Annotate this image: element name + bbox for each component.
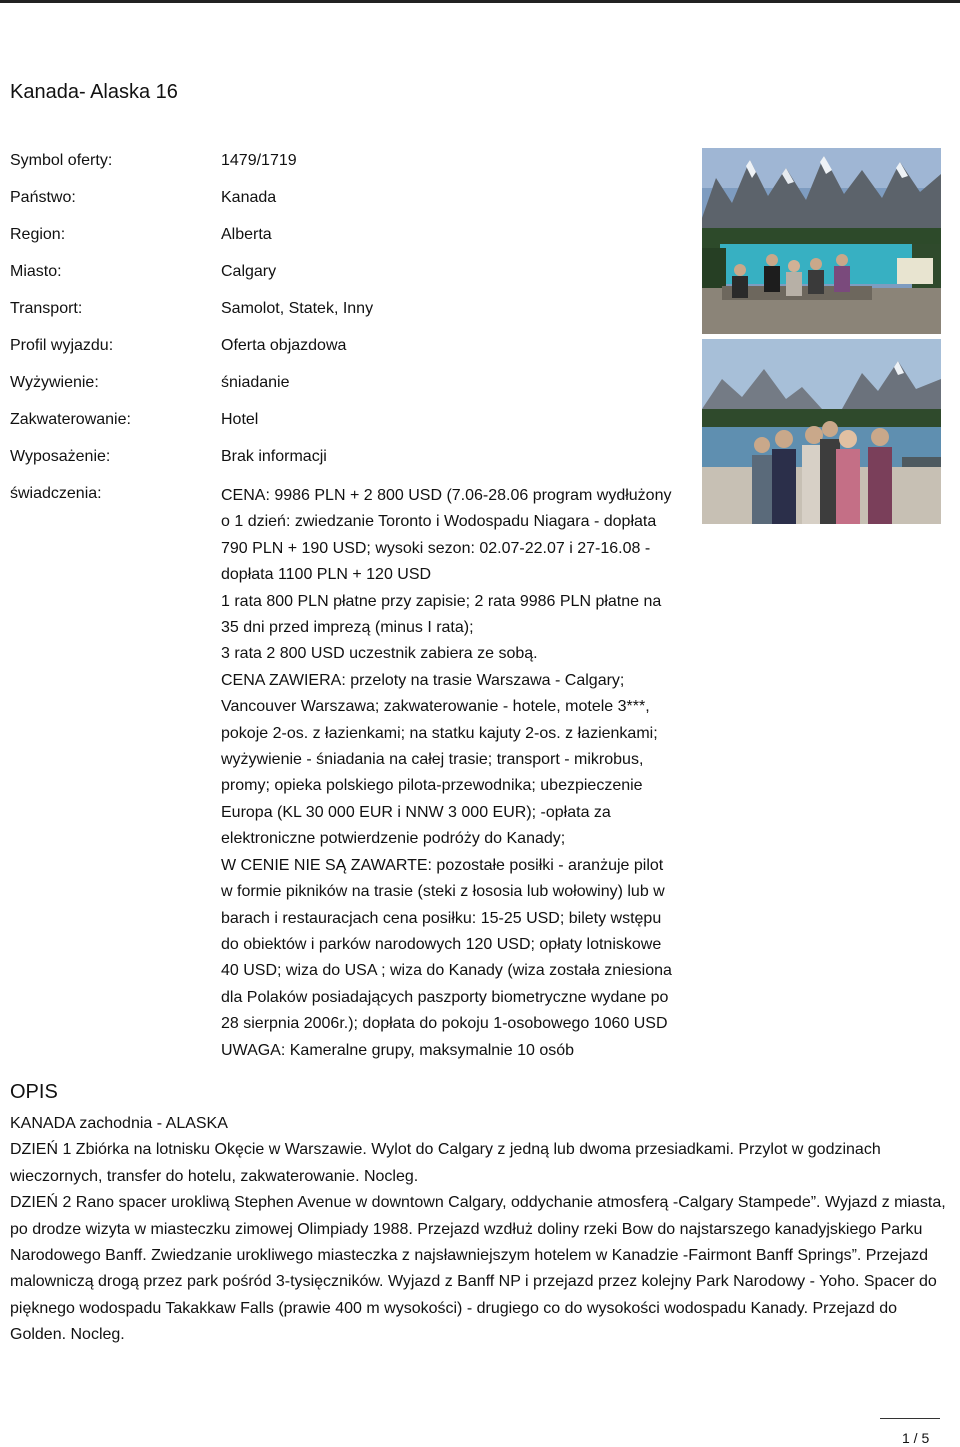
field-label-equipment: Wyposażenie: xyxy=(10,448,111,465)
services-line: do obiektów i parków narodowych 120 USD; opłaty lotniskowe xyxy=(221,935,662,953)
services-line: CENA ZAWIERA: przeloty na trasie Warszawa - Calgary; xyxy=(221,671,625,689)
services-line: pokoje 2-os. z łazienkami; na statku kajuty 2-os. z łazienkami; xyxy=(221,724,658,742)
services-line: W CENIE NIE SĄ ZAWARTE: pozostałe posiłki - aranżuje pilot xyxy=(221,856,664,874)
services-line: 3 rata 2 800 USD uczestnik zabiera ze sobą. xyxy=(221,645,538,663)
field-label-transport: Transport: xyxy=(10,300,83,317)
field-value-equipment: Brak informacji xyxy=(221,448,327,465)
page-title: Kanada- Alaska 16 xyxy=(10,81,178,103)
services-line: Europa (KL 30 000 EUR i NNW 3 000 EUR); -opłata za xyxy=(221,803,611,821)
services-line: 35 dni przed imprezą (minus I rata); xyxy=(221,619,474,637)
services-line: CENA: 9986 PLN + 2 800 USD (7.06-28.06 program wydłużony xyxy=(221,487,672,504)
photo-maligne-lake xyxy=(702,339,941,524)
description-paragraph: KANADA zachodnia - ALASKA xyxy=(10,1115,228,1132)
description-text xyxy=(10,1111,955,1349)
services-line: 28 sierpnia 2006r.); dopłata do pokoju 1-osobowego 1060 USD xyxy=(221,1015,668,1033)
services-line: barach i restauracjach cena posiłku: 15-25 USD; bilety wstępu xyxy=(221,909,662,927)
field-value-transport: Samolot, Statek, Inny xyxy=(221,300,374,317)
field-value-city: Calgary xyxy=(221,263,277,280)
services-line: 1 rata 800 PLN płatne przy zapisie; 2 rata 9986 PLN płatne na xyxy=(221,592,662,610)
field-label-region: Region: xyxy=(10,226,66,243)
footer-rule xyxy=(880,1418,940,1419)
field-value-region: Alberta xyxy=(221,226,272,243)
description-paragraph: DZIEŃ 1 Zbiórka na lotnisku Okęcie w Warszawie. Wylot do Calgary z jedną lub dwoma przesiadkami. Przylot w godzinach wieczornych, transfer do hotelu, zakwaterowanie. Nocleg. xyxy=(10,1141,881,1185)
services-line: w formie pikników na trasie (steki z łososia lub wołowiny) lub w xyxy=(221,883,665,901)
services-line: 790 PLN + 190 USD; wysoki sezon: 02.07-22.07 i 27-16.08 - xyxy=(221,539,651,557)
services-line: dla Polaków posiadających paszporty biometryczne wydane po xyxy=(221,988,669,1006)
field-label-accommodation: Zakwaterowanie: xyxy=(10,411,131,428)
field-label-profile: Profil wyjazdu: xyxy=(10,337,114,354)
services-line: promy; opieka polskiego pilota-przewodnika; ubezpieczenie xyxy=(221,777,643,795)
services-text xyxy=(221,483,701,1064)
services-line: dopłata 1100 PLN + 120 USD xyxy=(221,566,432,584)
field-label-board: Wyżywienie: xyxy=(10,374,99,391)
services-line: Vancouver Warszawa; zakwaterowanie - hotele, motele 3***, xyxy=(221,698,650,716)
field-label-country: Państwo: xyxy=(10,189,76,206)
field-value-country: Kanada xyxy=(221,189,277,206)
description-paragraph: DZIEŃ 2 Rano spacer urokliwą Stephen Avenue w downtown Calgary, oddychanie atmosferą -Calgary Stampede”. Wyjazd z miasta, po drodze wizyta w miasteczku zimowej Olimpiady 1988. Przejazd wzdłuż doliny rzeki Bow do najstarszego kanadyjskiego Parku Narodowego Banff. Zwiedzanie urokliwego miasteczka z najsławniejszym hotelem w Kanadzie -Fairmont Banff Springs”. Przejazd malowniczą drogą przez park pośród 3-tysięczników. Wyjazd z Banff NP i przejazd przez kolejny Park Narodowy - Yoho. Spacer do pięknego wodospadu Takakkaw Falls (prawie 400 m wysokości) - drugiego co do wysokości wodospadu Kanady. Przejazd do Golden. Nocleg. xyxy=(10,1194,946,1344)
services-line: UWAGA: Kameralne grupy, maksymalnie 10 osób xyxy=(221,1041,575,1059)
field-label-symbol: Symbol oferty: xyxy=(10,152,113,169)
services-line: 40 USD; wiza do USA ; wiza do Kanady (wiza została zniesiona xyxy=(221,962,672,980)
field-label-services: świadczenia: xyxy=(10,485,102,502)
services-line: wyżywienie - śniadania na całej trasie; transport - mikrobus, xyxy=(221,751,644,769)
top-rule xyxy=(0,0,960,3)
field-value-symbol: 1479/1719 xyxy=(221,152,297,169)
field-value-board: śniadanie xyxy=(221,374,290,391)
photo-moraine-lake xyxy=(702,148,941,334)
field-value-accommodation: Hotel xyxy=(221,411,259,428)
section-heading-opis: OPIS xyxy=(10,1081,58,1103)
services-line: o 1 dzień: zwiedzanie Toronto i Wodospadu Niagara - dopłata xyxy=(221,513,657,531)
field-label-city: Miasto: xyxy=(10,263,62,280)
page-number: 1 / 5 xyxy=(902,1430,930,1446)
services-line: elektroniczne potwierdzenie podróży do Kanady; xyxy=(221,830,566,848)
field-value-profile: Oferta objazdowa xyxy=(221,337,347,354)
